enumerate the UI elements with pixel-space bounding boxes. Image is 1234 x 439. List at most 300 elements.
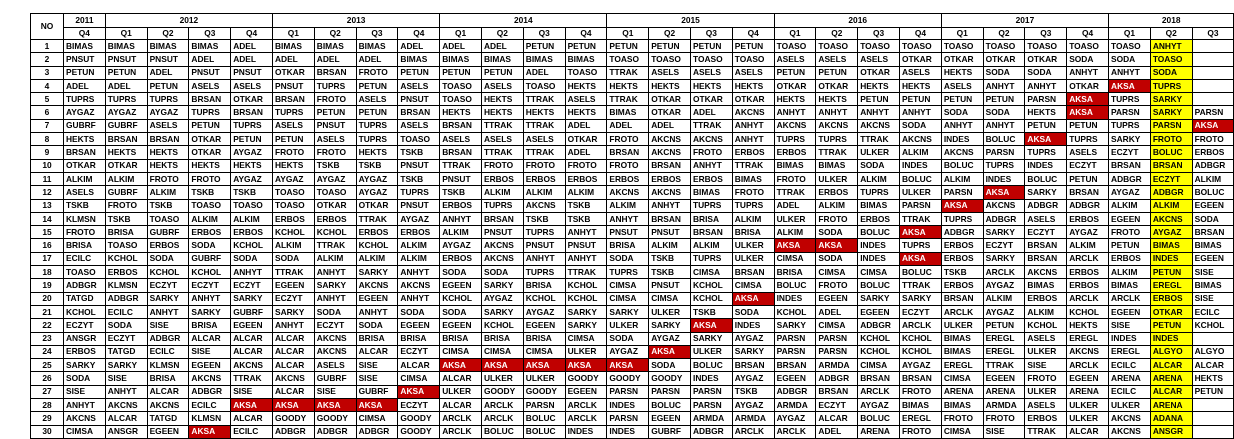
row-number: 18 [31,266,64,279]
ticker-cell: AKSA [900,252,942,265]
ticker-cell: ARCLK [858,385,900,398]
ticker-cell: ADEL [649,119,691,132]
ticker-cell: HEKTS [482,106,524,119]
ticker-cell: ANHYT [273,319,315,332]
ticker-cell: PETUN [105,66,147,79]
ticker-cell: PNSUT [649,279,691,292]
ticker-cell: AYGAZ [1067,226,1109,239]
ticker-cell: PETUN [231,133,273,146]
ticker-cell: AKCNS [64,412,106,425]
ticker-cell: BRSAN [105,133,147,146]
ticker-cell: BRSAN [1025,252,1067,265]
row-number: 3 [31,66,64,79]
ticker-cell: TOASO [941,40,983,53]
ticker-cell: ANHYT [941,119,983,132]
row-number: 6 [31,106,64,119]
ticker-cell: BRISA [523,332,565,345]
ticker-cell: INDES [691,372,733,385]
year-header: 2017 [941,14,1108,28]
ticker-cell: TSKB [565,199,607,212]
ticker-cell: ARCLK [440,425,482,438]
ticker-cell: HEKTS [565,79,607,92]
ticker-cell: HEKTS [64,133,106,146]
ticker-cell: AKCNS [649,186,691,199]
ticker-cell: EREGL [900,412,942,425]
ticker-cell: ALKIM [649,239,691,252]
ticker-cell: HEKTS [105,146,147,159]
ticker-cell: PETUN [523,40,565,53]
ticker-cell: PARSN [941,186,983,199]
ticker-cell: AKSA [816,239,858,252]
table-row [31,146,1234,159]
ticker-cell: SODA [983,66,1025,79]
ticker-cell: SODA [816,226,858,239]
ticker-cell: CIMSA [64,425,106,438]
row-number: 11 [31,172,64,185]
ticker-cell: BIMAS [732,172,774,185]
row-number: 22 [31,319,64,332]
ticker-cell: ADBGR [273,425,315,438]
ticker-cell: PNSUT [649,226,691,239]
no-column-header: NO [31,14,64,40]
ticker-cell: CIMSA [482,345,524,358]
ticker-cell: ANHYT [858,106,900,119]
ticker-cell: KCHOL [1025,319,1067,332]
ticker-cell: TTRAK [732,159,774,172]
table-row [31,425,1234,438]
ticker-cell: BIMAS [1192,279,1234,292]
ticker-cell: TSKB [314,159,356,172]
ticker-cell: BRSAN [147,133,189,146]
ticker-cell: KLMSN [189,412,231,425]
ticker-cell: ULKER [816,172,858,185]
ticker-cell: AKCNS [607,186,649,199]
table-row [31,159,1234,172]
ticker-cell: INDES [941,133,983,146]
ticker-cell: ADBGR [105,292,147,305]
ticker-cell: OTKAR [983,53,1025,66]
ticker-cell: KCHOL [273,226,315,239]
ticker-cell: ALCAR [356,345,398,358]
ticker-cell: ADEL [398,40,440,53]
ticker-cell: ARENA [983,385,1025,398]
ticker-cell: ALKIM [774,226,816,239]
ticker-cell: TATGD [64,292,106,305]
ticker-cell: GUBRF [189,252,231,265]
ticker-cell: AYGAZ [356,186,398,199]
ticker-cell: TUPRS [523,266,565,279]
ticker-cell: BRSAN [649,212,691,225]
ticker-cell: OTKAR [649,106,691,119]
ticker-cell: TOASO [732,53,774,66]
ticker-cell: ALKIM [273,239,315,252]
ticker-cell: TOASO [1067,40,1109,53]
ticker-cell: ALKIM [732,212,774,225]
ticker-cell: SODA [607,252,649,265]
ticker-cell: ULKER [858,146,900,159]
ticker-cell: TTRAK [523,146,565,159]
ticker-cell: SODA [189,239,231,252]
ticker-cell: BIMAS [356,40,398,53]
ticker-cell: AYGAZ [1109,186,1151,199]
ticker-cell: SARKY [649,319,691,332]
ticker-cell: EGEEN [1109,212,1151,225]
ticker-cell: ECILC [64,252,106,265]
ticker-cell: TSKB [147,199,189,212]
ticker-cell: PETUN [356,79,398,92]
ticker-cell: TSKB [440,186,482,199]
ticker-cell: GOODY [649,372,691,385]
ticker-cell: EGEEN [398,319,440,332]
row-number: 1 [31,40,64,53]
ticker-cell: BIMAS [858,199,900,212]
ticker-cell: KCHOL [231,239,273,252]
ticker-cell: ADBGR [691,425,733,438]
ticker-cell: KCHOL [1192,319,1234,332]
ticker-cell: ARENA [941,385,983,398]
ticker-cell: ULKER [774,212,816,225]
ticker-cell: BOLUC [523,412,565,425]
ticker-cell: BRSAN [273,93,315,106]
ticker-cell: ADEL [273,53,315,66]
ticker-cell: ANHYT [189,292,231,305]
quarter-header: Q4 [732,28,774,40]
ticker-cell: ARCLK [565,412,607,425]
ticker-cell: KCHOL [356,239,398,252]
ticker-cell: TOASO [649,53,691,66]
ticker-cell: GUBRF [314,372,356,385]
ticker-cell: HEKTS [231,159,273,172]
ticker-cell: ERBOS [941,252,983,265]
ticker-cell: EGEEN [565,385,607,398]
ticker-cell: BOLUC [1192,186,1234,199]
ticker-cell: FROTO [314,146,356,159]
ticker-cell: SODA [356,319,398,332]
ticker-cell: ADBGR [983,212,1025,225]
row-number: 8 [31,133,64,146]
ticker-cell: ANHYT [314,292,356,305]
ticker-cell: ASELS [482,133,524,146]
ticker-cell: AYGAZ [983,305,1025,318]
ticker-cell: ECZYT [1025,226,1067,239]
table-row [31,319,1234,332]
ticker-cell: SISE [105,372,147,385]
ticker-cell [1192,425,1234,438]
ticker-cell: HEKTS [147,146,189,159]
ticker-cell: KCHOL [1067,305,1109,318]
quarter-header: Q4 [64,28,106,40]
ticker-cell: BOLUC [774,279,816,292]
ticker-cell: TUPRS [356,119,398,132]
ticker-cell: AYGAZ [273,172,315,185]
ticker-cell: ANHYT [732,119,774,132]
ticker-cell: ULKER [649,305,691,318]
ticker-cell: ALCAR [189,332,231,345]
ticker-cell: AKCNS [649,133,691,146]
ticker-cell: ASELS [314,133,356,146]
ticker-cell: ARCLK [774,425,816,438]
ticker-cell: OTKAR [105,159,147,172]
ticker-cell: ECILC [231,425,273,438]
ticker-cell: SODA [983,106,1025,119]
ticker-cell: TOASO [273,199,315,212]
ticker-cell: ASELS [816,53,858,66]
ticker-cell: EREGL [983,332,1025,345]
ticker-cell: BOLUC [941,159,983,172]
ticker-cell: ALCAR [273,359,315,372]
ticker-cell: ECZYT [189,279,231,292]
ticker-cell: ERBOS [440,252,482,265]
ticker-cell: KCHOL [900,332,942,345]
ticker-cell: ECZYT [1109,146,1151,159]
ticker-cell: ASELS [774,53,816,66]
ticker-cell: PETUN [147,79,189,92]
ticker-cell: FROTO [900,425,942,438]
ticker-cell: ULKER [1109,399,1151,412]
ticker-cell: TUPRS [105,93,147,106]
quarter-header: Q2 [482,28,524,40]
ticker-cell: ARCLK [1067,252,1109,265]
ticker-cell: EREGL [1109,345,1151,358]
ticker-cell: ERBOS [691,172,733,185]
ticker-cell: AYGAZ [440,239,482,252]
year-header: 2016 [774,14,941,28]
table-row [31,40,1234,53]
ticker-cell: HEKTS [523,106,565,119]
ticker-cell: ASELS [273,119,315,132]
quarter-header: Q3 [691,28,733,40]
ticker-cell: BIMAS [189,40,231,53]
ticker-cell: ALKIM [900,146,942,159]
ticker-cell: ERBOS [440,199,482,212]
ticker-cell: ADEL [314,53,356,66]
ticker-cell: FROTO [105,199,147,212]
ticker-cell: OTKAR [189,133,231,146]
ticker-cell: TOASO [523,79,565,92]
ticker-cell: ASELS [900,66,942,79]
ticker-cell: KCHOL [440,292,482,305]
ticker-cell: ALKIM [565,186,607,199]
ticker-cell: TUPRS [941,212,983,225]
ticker-cell: BOLUC [482,425,524,438]
quarter-header: Q1 [941,28,983,40]
ticker-cell: ARENA [858,425,900,438]
ticker-cell: BOLUC [983,133,1025,146]
ticker-cell: ECZYT [398,399,440,412]
ticker-cell: AKCNS [774,119,816,132]
ticker-cell: ERBOS [1109,252,1151,265]
ticker-cell: ECZYT [64,319,106,332]
ticker-cell: ALKIM [523,186,565,199]
ticker-cell: ERBOS [732,146,774,159]
ticker-cell: BRSAN [440,119,482,132]
ticker-cell: ERBOS [314,212,356,225]
ticker-cell: PNSUT [607,226,649,239]
ticker-cell: TSKB [398,172,440,185]
ticker-cell: TOASO [64,266,106,279]
row-number: 23 [31,332,64,345]
year-header: 2014 [440,14,607,28]
ticker-cell: AYGAZ [147,106,189,119]
ticker-cell: BIMAS [1150,239,1192,252]
ticker-cell: ARENA [1067,385,1109,398]
table-row [31,412,1234,425]
ticker-cell: AYGAZ [1150,226,1192,239]
ticker-cell: PETUN [941,93,983,106]
ticker-cell: SODA [440,305,482,318]
ticker-cell: ERBOS [523,172,565,185]
ticker-cell: ALKIM [858,172,900,185]
ticker-cell: EGEEN [1192,199,1234,212]
ticker-cell: CIMSA [941,425,983,438]
ticker-cell: ALKIM [1067,239,1109,252]
ticker-cell: ALGYO [1150,345,1192,358]
ticker-cell: SISE [147,319,189,332]
ticker-cell: ASELS [440,133,482,146]
ticker-cell: AYGAZ [64,106,106,119]
ticker-cell: ALCAR [398,359,440,372]
ticker-cell: AKSA [649,345,691,358]
table-row [31,399,1234,412]
ticker-cell: INDES [858,252,900,265]
ticker-cell: PNSUT [105,53,147,66]
table-row [31,93,1234,106]
ticker-cell: HEKTS [189,159,231,172]
ticker-cell: GOODY [565,372,607,385]
ticker-cell: TOASO [314,186,356,199]
ticker-cell: PETUN [816,66,858,79]
quarter-header: Q4 [1067,28,1109,40]
ticker-cell: HEKTS [482,93,524,106]
ticker-cell: GOODY [607,372,649,385]
ticker-cell: ADBGR [1025,199,1067,212]
ticker-cell: TTRAK [356,212,398,225]
ticker-cell: ERBOS [273,212,315,225]
ticker-cell: ALCAR [105,412,147,425]
ticker-cell: SISE [1025,359,1067,372]
ticker-cell: AYGAZ [314,172,356,185]
ticker-cell: PNSUT [565,239,607,252]
ticker-cell: GUBRF [105,119,147,132]
ticker-cell: SARKY [565,319,607,332]
ticker-cell: ALKIM [147,186,189,199]
ticker-cell: PETUN [565,40,607,53]
ticker-cell: HEKTS [858,79,900,92]
ticker-cell: TUPRS [273,106,315,119]
ticker-cell: SARKY [273,305,315,318]
ticker-cell: OTKAR [649,93,691,106]
ticker-cell: EGEEN [983,372,1025,385]
ticker-cell: SODA [607,332,649,345]
ticker-cell: ADEL [440,40,482,53]
ticker-cell: EREGL [983,345,1025,358]
ticker-cell: AKSA [941,199,983,212]
ticker-cell: PETUN [607,40,649,53]
ticker-cell: FROTO [607,159,649,172]
ticker-cell: BOLUC [858,412,900,425]
ticker-cell: ANHYT [147,305,189,318]
ticker-cell: ALCAR [147,385,189,398]
ticker-cell: ARCLK [482,412,524,425]
ticker-cell: OTKAR [314,199,356,212]
ticker-cell: BRSAN [649,159,691,172]
ticker-cell: TOASO [858,40,900,53]
ticker-cell: ALKIM [105,172,147,185]
ticker-cell: ERBOS [858,212,900,225]
ticker-cell: ULKER [607,319,649,332]
ticker-cell: PETUN [1067,119,1109,132]
ticker-cell: ALCAR [1150,359,1192,372]
ticker-cell: TSKB [189,186,231,199]
ticker-cell: ANHYT [356,305,398,318]
ticker-cell: SODA [732,305,774,318]
ticker-cell: ADEL [231,40,273,53]
ticker-cell: SARKY [482,279,524,292]
ticker-cell: BRSAN [774,359,816,372]
ticker-cell: AKCNS [1109,412,1151,425]
ticker-cell: OTKAR [1067,79,1109,92]
quarter-header: Q2 [1150,28,1192,40]
ticker-cell: SARKY [983,252,1025,265]
ticker-cell: ULKER [691,345,733,358]
ticker-cell: PNSUT [398,159,440,172]
ticker-cell: BRSAN [440,146,482,159]
ticker-cell: AYGAZ [231,146,273,159]
ticker-cell: ERBOS [941,279,983,292]
ticker-cell: ADEL [523,66,565,79]
ticker-cell: EREGL [941,359,983,372]
ticker-cell: BIMAS [64,40,106,53]
ticker-cell [1192,412,1234,425]
ticker-cell: TUPRS [398,186,440,199]
ticker-cell [1192,399,1234,412]
ticker-cell: INDES [983,172,1025,185]
ticker-cell: SARKY [900,292,942,305]
ticker-cell: FROTO [941,412,983,425]
ticker-cell: SODA [1067,53,1109,66]
ticker-cell: TUPRS [1025,146,1067,159]
ticker-cell: INDES [565,425,607,438]
ticker-cell: ADBGR [1150,186,1192,199]
ticker-cell: SARKY [1150,93,1192,106]
ticker-cell: TSKB [398,146,440,159]
ticker-cell: ANHYT [649,199,691,212]
ticker-cell: KCHOL [858,345,900,358]
ticker-cell: INDES [858,239,900,252]
ticker-cell: ADANA [1150,412,1192,425]
ticker-cell: BOLUC [858,279,900,292]
ticker-cell: AKSA [1067,106,1109,119]
ticker-cell: ARENA [1109,372,1151,385]
ticker-cell: AKSA [356,399,398,412]
ticker-cell: GOODY [482,385,524,398]
row-number: 21 [31,305,64,318]
ticker-cell: PARSN [607,412,649,425]
ticker-cell: KLMSN [147,359,189,372]
ticker-cell: ECZYT [1067,159,1109,172]
ticker-cell: OTKAR [1150,305,1192,318]
ticker-cell: ASELS [1025,399,1067,412]
ticker-cell: KCHOL [691,279,733,292]
ticker-cell: OTKAR [691,93,733,106]
ticker-cell: AKSA [1067,93,1109,106]
ticker-cell: ADEL [189,53,231,66]
ticker-cell: AYGAZ [732,399,774,412]
table-row [31,172,1234,185]
row-number: 29 [31,412,64,425]
ticker-cell: AKSA [691,319,733,332]
ticker-cell: SARKY [356,266,398,279]
